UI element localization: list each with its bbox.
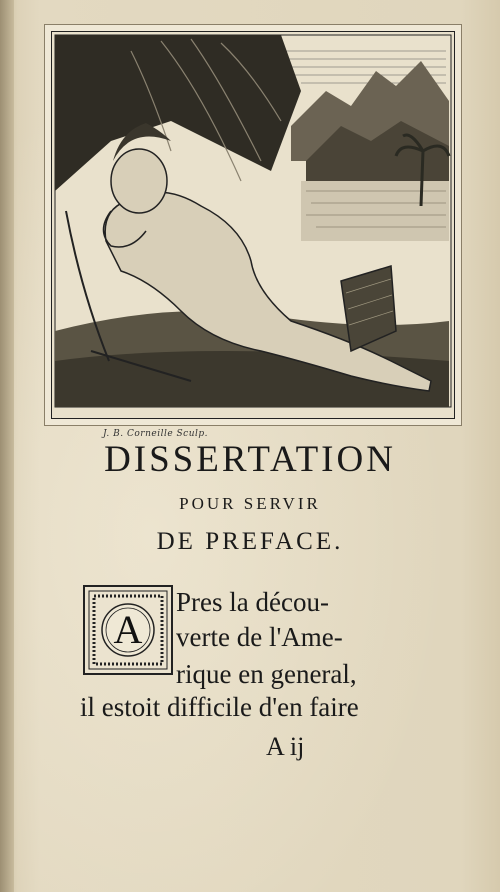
subtitle-line-2: DE PREFACE. — [156, 528, 344, 555]
text-line-1: Pres la décou- — [176, 587, 329, 617]
decorated-initial — [83, 585, 173, 675]
text-line-2: verte de l'Ame- — [176, 622, 343, 652]
page-title: DISSERTATION — [104, 439, 396, 480]
subtitle-line-1: POUR SERVIR — [179, 494, 321, 513]
text-line-4: il estoit difficile d'en faire — [80, 692, 359, 722]
text-line-3: rique en general, — [176, 659, 357, 689]
initial-letter: A — [113, 607, 143, 652]
engraver-caption: J. B. Corneille Sculp. — [103, 429, 209, 439]
engraving-plate — [44, 24, 462, 439]
signature-mark: A ij — [266, 732, 305, 761]
engraving-illustration — [51, 31, 455, 419]
